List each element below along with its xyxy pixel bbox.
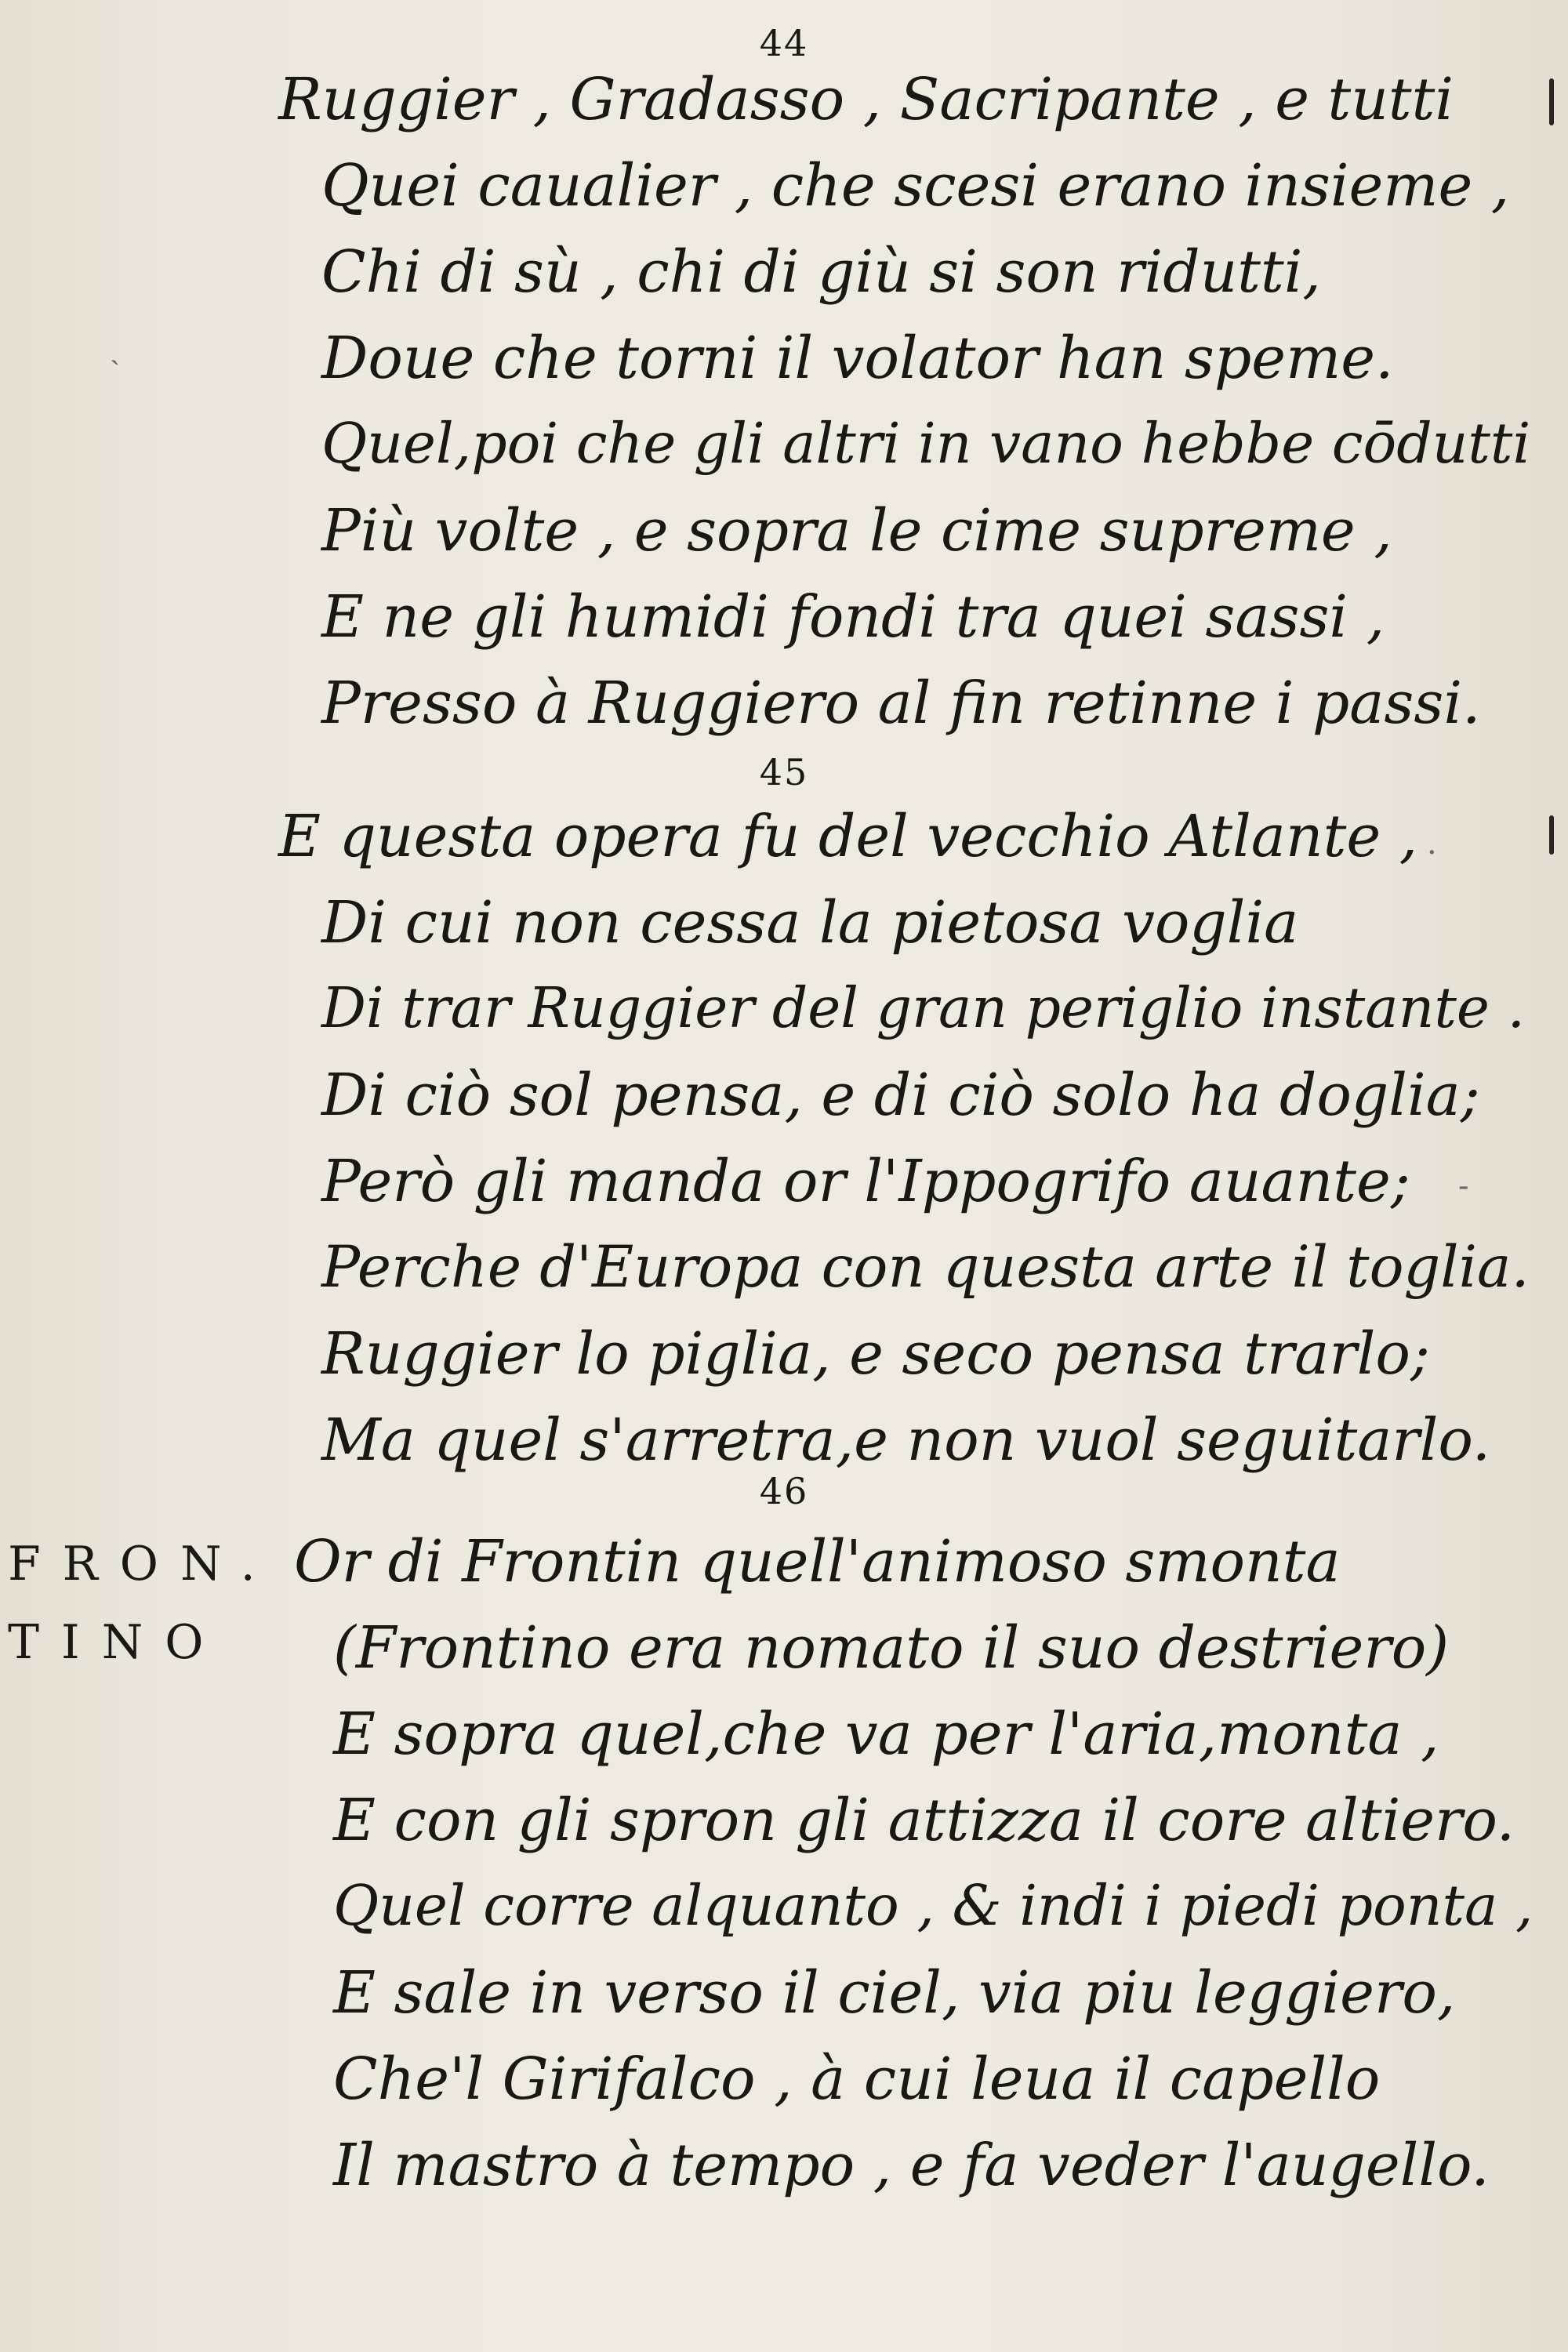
verse-line: Or di Frontin quell'animoso smonta	[294, 1528, 1341, 1595]
verse-line: Doue che torni il volator han speme.	[321, 325, 1394, 392]
adjacent-page-edge-mark	[1549, 78, 1554, 125]
verse-line: Ruggier , Gradasso , Sacripante , e tutti	[278, 66, 1454, 133]
verse-line: Quel,poi che gli altri in vano hebbe cōdutti	[321, 411, 1531, 476]
verse-line: (Frontino era nomato il suo destriero)	[333, 1614, 1450, 1682]
verse-line: Quei caualier , che scesi erano insieme ,	[321, 152, 1510, 220]
verse-line: E con gli spron gli attizza il core altiero.	[333, 1787, 1515, 1854]
verse-line: Di ciò sol pensa, e di ciò solo ha doglia;	[321, 1062, 1480, 1129]
verse-line: E sale in verso il ciel, via piu leggiero,	[333, 1959, 1456, 2027]
verse-line: E sopra quel,che va per l'aria,monta ,	[333, 1700, 1439, 1768]
adjacent-page-edge-mark	[1549, 815, 1554, 855]
verse-line: Chi di sù , chi di giù si son ridutti,	[321, 238, 1321, 306]
verse-line: Perche d'Europa con questa arte il toglia.	[321, 1234, 1530, 1301]
verse-line: Quel corre alquanto , & indi i piedi ponta ,	[333, 1873, 1534, 1938]
stray-mark: ˎ	[110, 330, 121, 366]
marginal-note: FRON.	[8, 1537, 278, 1592]
page-number: 44	[759, 22, 809, 64]
verse-line: Di cui non cessa la pietosa voglia	[321, 889, 1299, 956]
verse-line: Però gli manda or l'Ippogrifo auante;	[321, 1148, 1410, 1215]
verse-line: Il mastro à tempo , e fa veder l'augello.	[333, 2132, 1490, 2199]
stray-mark: ·	[1427, 835, 1437, 871]
stray-mark: -	[1458, 1168, 1469, 1204]
verse-line: Che'l Girifalco , à cui leua il capello	[333, 2045, 1381, 2113]
verse-line: E questa opera fu del vecchio Atlante ,	[278, 803, 1418, 870]
verse-line: Ma quel s'arretra,e non vuol seguitarlo.	[321, 1406, 1491, 1474]
marginal-note: TINO	[8, 1615, 226, 1670]
verse-line: Più volte , e sopra le cime supreme ,	[321, 497, 1392, 564]
verse-line: E ne gli humidi fondi tra quei sassi ,	[321, 583, 1385, 651]
verse-line: Presso à Ruggiero al fin retinne i passi.	[321, 670, 1481, 737]
verse-line: Ruggier lo piglia, e seco pensa trarlo;	[321, 1320, 1430, 1388]
stanza-number: 46	[759, 1470, 809, 1512]
verse-line: Di trar Ruggier del gran periglio instante .	[321, 975, 1526, 1040]
stanza-number: 45	[759, 751, 809, 793]
